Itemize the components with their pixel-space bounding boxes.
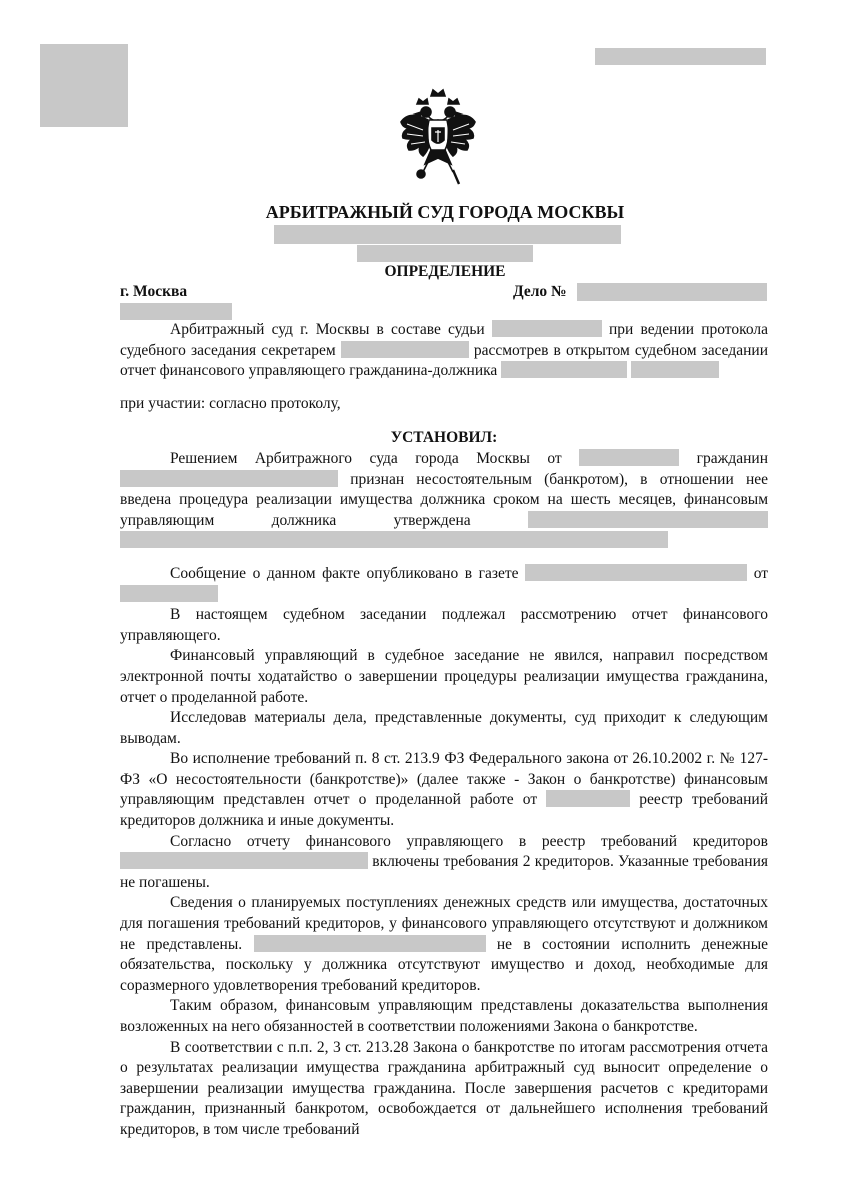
redacted-decision-date (579, 449, 679, 466)
income-paragraph: Сведения о планируемых поступлениях денежных средств или имущества, достаточных для погашения требований кредиторов, у финансового управляющего отсутствуют и должником не представлены. не в состоянии исполнить денежные обязательства, поскольку у должника отсутствуют имущество и доход, необходимые для соразмерного удовлетворения требований кредиторов. (120, 894, 769, 994)
document-body (120, 320, 768, 1141)
redacted-date (120, 303, 232, 320)
redacted-citizen-name (120, 470, 338, 487)
redacted-debtor-name-cont (631, 361, 719, 378)
redacted-judge-name (492, 320, 602, 337)
redacted-court-contacts (357, 245, 533, 262)
redacted-publication-date (120, 585, 218, 602)
publication-paragraph: Сообщение о данном факте опубликовано в газете от (120, 564, 768, 605)
city-label: г. Москва (120, 283, 188, 300)
court-name-heading: АРБИТРАЖНЫЙ СУД ГОРОДА МОСКВЫ (265, 202, 625, 222)
redacted-manager-details (120, 531, 668, 548)
intro-paragraph: Арбитражный суд г. Москвы в составе судьи при ведении протокола судебного заседания секретарем рассмотрев в открытом судебном заседании отчет финансового управляющего гражданина-должника (120, 321, 769, 380)
redacted-debtor-name (501, 361, 627, 378)
decision-paragraph: Решением Арбитражного суда города Москвы от гражданин признан несостоятельным (банкротом), в отношении нее введена процедура реализации имущества должника сроком на шесть месяцев, финансовым управляющим должника утверждена (120, 449, 768, 552)
redacted-report-date (546, 790, 630, 807)
document-type-heading: ОПРЕДЕЛЕНИЕ (384, 263, 506, 280)
redacted-secretary-name (341, 341, 469, 358)
redacted-court-address (274, 225, 621, 244)
conclusions-paragraph: Исследовав материалы дела, представленные документы, суд приходит к следующим выводам. (120, 709, 768, 747)
subject-paragraph: В настоящем судебном заседании подлежал рассмотрению отчет финансового управляющего. (120, 606, 768, 644)
redacted-debtor-name-2 (120, 852, 368, 869)
report-paragraph: Во исполнение требований п. 8 ст. 213.9 ФЗ Федерального закона от 26.10.2002 г. № 127-ФЗ «О несостоятельности (банкротстве)» (далее также - Закон о банкротстве) финансовым управляющим представлен отчет о проделанной работе от реестр требований кредиторов должника и иные документы. (120, 750, 768, 830)
redacted-debtor-name-3 (254, 935, 486, 952)
redacted-manager-name (528, 511, 768, 528)
redacted-header-right (595, 48, 766, 65)
evidence-paragraph: Таким образом, финансовым управляющим представлены доказательства выполнения возложенных на него обязанностей в соответствии положениями Закона о банкротстве. (120, 997, 768, 1035)
redacted-stamp-area (40, 44, 128, 127)
section-heading-established: УСТАНОВИЛ: (390, 429, 498, 447)
redacted-newspaper (525, 564, 747, 581)
case-number-label: Дело № (513, 283, 567, 300)
participation-line: при участии: согласно протоколу, (120, 394, 341, 412)
release-paragraph: В соответствии с п.п. 2, 3 ст. 213.28 Закона о банкротстве по итогам рассмотрения отчета о результатах реализации имущества гражданина арбитражный суд выносит определение о завершении реализации имущества гражданина. После завершения расчетов с кредиторами гражданин, признанный банкротом, освобождается от дальнейшего исполнения требований кредиторов, в том числе требований (120, 1038, 768, 1138)
registry-paragraph: Согласно отчету финансового управляющего в реестр требований кредиторов включены требования 2 кредиторов. Указанные требования не погашены. (120, 832, 768, 891)
manager-absent-paragraph: Финансовый управляющий в судебное заседание не явился, направил посредством электронной почты ходатайство о завершении процедуры реализации имущества гражданина, отчет о проделанной работе. (120, 647, 768, 706)
coat-of-arms-emblem (395, 86, 481, 186)
redacted-case-number (577, 283, 767, 301)
